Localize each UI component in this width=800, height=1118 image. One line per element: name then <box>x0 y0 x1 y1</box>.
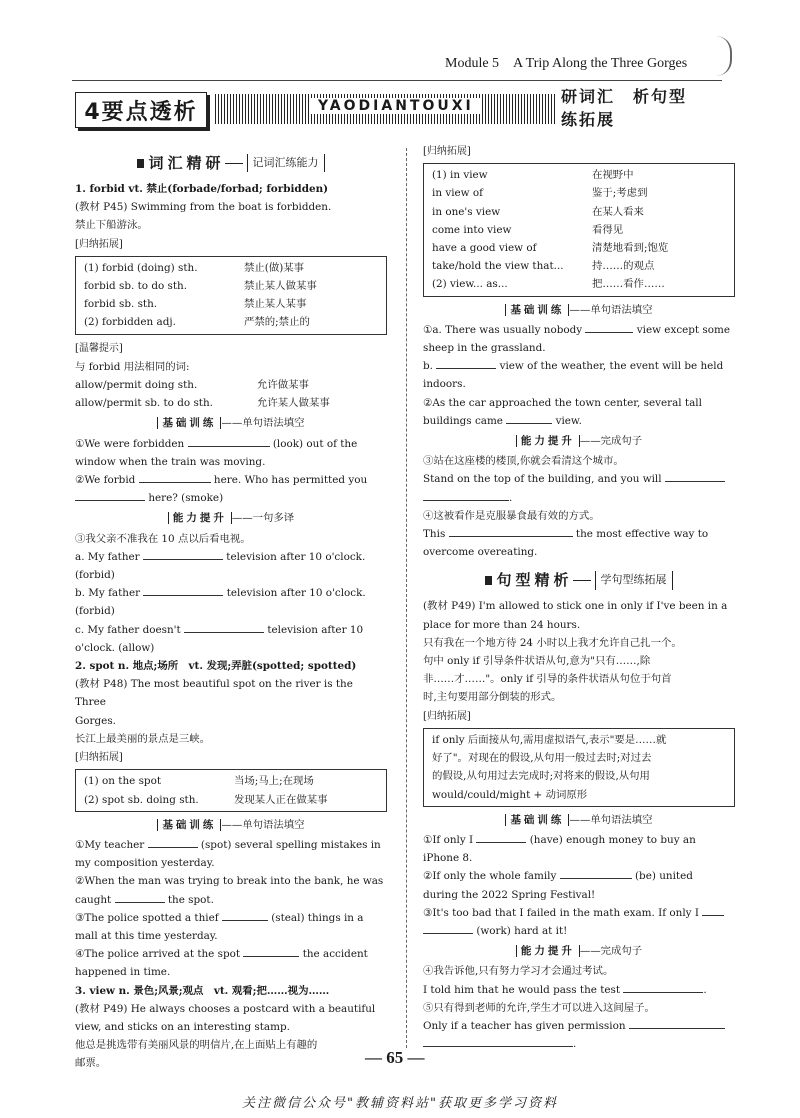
section-banner <box>75 87 715 129</box>
module-title: Module 5 A Trip Along the Three Gorges <box>445 56 688 71</box>
answer-blank[interactable] <box>222 910 268 921</box>
answer-blank[interactable] <box>143 585 223 596</box>
right-column: [ 归纳拓展 ] (1) in view 在视野中 in view of 鉴于;考虑到 in one's view 在某人看来 come into view 看得见 have a good view of 清楚地看到;饱览 take/hold the view that... 持……的观点 (2) view... as... 把……看作…… 基础训练 ——单句语法填空 ①a. There was usually nobody view except some sheep in the grassland. b. view of the weather, the event will be held indoors. ②As the car approached the town center, several tall buildings came view. 能力提升 ——完成句子 ③站在这座楼的楼顶,你就会看清这个城市。 Stand on the top of the building, and you will . ④这被看作是克服暴食最有效的方式。 This the most effective way to overcome overeating. 句型精析 学句型练拓展 (教材 P49) I'm allowed to stick one in only if I've been in a place for more than 24 hours. 只有我在一个地方待 24 小时以上我才允许自己扎一个。 句中 only if 引导条件状语从句,意为"只有……,除 非……才……"。only if 引导的条件状语从句位于句首 时,主句要用部分倒装的形式。 [ 归纳拓展 ] if only 后面接从句,需用虚拟语气,表示"要是……就 好了"。对现在的假设,从句用一般过去时;对过去 的假设,从句用过去完成时;对将来的假设,从句用 would/could/might + 动词原形 基础训练 ——单句语法填空 ①If only I (have) enough money to buy an iPhone 8. ②If only the whole family (be) united during the 2022 Spring Festival! ③It's too bad that I failed in the math exam. If only I (work) hard at it! 能力提升 ——完成句子 ④我告诉他,只有努力学习才会通过考试。 I told him that he would pass the test . ⑤只有得到老师的允许,学生才可以进入这间屋子。 Only if a teacher has given permission . <box>423 142 735 1053</box>
tag-guina: [ 归纳拓展 ] <box>75 236 123 254</box>
answer-blank[interactable] <box>243 946 299 957</box>
table-row: have a good view of 清楚地看到;饱览 <box>432 242 669 255</box>
drill-ability: 能力提升 ——一句多译 <box>75 509 387 527</box>
bullet-icon <box>485 576 492 585</box>
forbid-example: (教材 P45) Swimming from the boat is forbidden. <box>75 201 332 214</box>
banner-stripes <box>215 94 555 124</box>
tag-guina: [ 归纳拓展 ] <box>423 143 471 161</box>
answer-blank[interactable] <box>476 832 526 843</box>
tip-text: 与 forbid 用法相同的词: <box>75 360 190 373</box>
vocab-subtitle: 记词汇练能力 <box>247 154 325 172</box>
answer-blank[interactable] <box>423 490 509 501</box>
answer-blank[interactable] <box>506 413 552 424</box>
answer-blank[interactable] <box>75 490 145 501</box>
table-row: (2) view... as... 把……看作…… <box>432 278 665 291</box>
spot-heading: 2. spot n. 地点;场所 vt. 发现;弄脏(spotted; spotted) <box>75 660 357 673</box>
banner-pinyin: YAODIANTOUXI <box>310 98 482 114</box>
table-row: forbid sb. sth. 禁止某人某事 <box>84 298 307 311</box>
banner-subtitle: 研词汇 析句型 练拓展 <box>561 87 706 129</box>
page-number: — 65 — <box>365 1048 425 1067</box>
answer-blank[interactable] <box>115 892 165 903</box>
answer-blank[interactable] <box>449 526 573 537</box>
answer-blank[interactable] <box>143 549 223 560</box>
drill-basic: 基础训练 ——单句语法填空 <box>75 816 387 834</box>
banner-title: 4要点透析 <box>75 92 207 128</box>
table-row: in view of 鉴于;考虑到 <box>432 187 648 200</box>
vocab-section-title <box>75 152 387 174</box>
tag-guina: [ 归纳拓展 ] <box>423 708 471 726</box>
table-row: (1) on the spot 当场;马上;在现场 <box>84 775 314 788</box>
answer-blank[interactable] <box>665 471 725 482</box>
forbid-heading: 1. forbid vt. 禁止(forbade/forbad; forbidden) <box>75 183 329 195</box>
table-row: (1) forbid (doing) sth. 禁止(做)某事 <box>84 261 305 274</box>
tag-wenxin: [ 温馨提示 ] <box>75 340 123 358</box>
answer-blank[interactable] <box>585 322 633 333</box>
table-row: (2) spot sb. doing sth. 发现某人正在做某事 <box>84 793 328 806</box>
table-row: in one's view 在某人看来 <box>432 205 644 218</box>
sentence-section-title <box>423 569 735 591</box>
answer-blank[interactable] <box>188 436 270 447</box>
footer-note: 关注微信公众号"教辅资料站"获取更多学习资料 <box>242 1096 558 1111</box>
dash-line <box>573 580 591 581</box>
view-heading: 3. view n. 景色;风景;观点 vt. 观看;把……视为…… <box>75 984 330 997</box>
answer-blank[interactable] <box>423 923 473 934</box>
column-divider <box>406 148 407 1048</box>
tip-row: allow/permit doing sth. 允许做某事 <box>75 379 309 392</box>
answer-blank[interactable] <box>184 622 264 633</box>
drill-basic: 基础训练 ——单句语法填空 <box>423 811 735 829</box>
tag-guina: [ 归纳拓展 ] <box>75 749 123 767</box>
drill-ability: 能力提升 ——完成句子 <box>423 432 735 450</box>
table-row: (2) forbidden adj. 严禁的;禁止的 <box>84 316 310 329</box>
vocab-title: 词汇精研 <box>148 153 225 172</box>
drill-basic: 基础训练 ——单句语法填空 <box>423 301 735 319</box>
view-table <box>423 163 735 296</box>
forbid-table <box>75 256 387 335</box>
answer-blank[interactable] <box>148 837 198 848</box>
drill-basic: 基础训练 ——单句语法填空 <box>75 414 387 432</box>
answer-blank[interactable] <box>139 472 211 483</box>
sentence-subtitle: 学句型练拓展 <box>595 571 673 589</box>
tip-row: allow/permit sb. to do sth. 允许某人做某事 <box>75 397 330 410</box>
left-column: 词汇精研 记词汇练能力 1. forbid vt. 禁止(forbade/forbad; forbidden) (教材 P45) Swimming from the boat is forbidden. 禁止下船游泳。 [ 归纳拓展 ] (1) forbid (doing) sth. 禁止(做)某事 forbid sb. to do sth. 禁止某人做某事 forbid sb. sth. 禁止某人某事 (2) forbidden adj. 严禁的;禁止的 [ 温馨提示 ] 与 forbid 用法相同的词: allow/permit doing sth. 允许做某事 allow/permit sb. to do sth. 允许某人做某事 基础训练 ——单句语法填空 ①We were forbidden (look) out of the window when the train was moving. ②We forbid here. Who has permitted you here? (smoke) 能力提升 ——一句多译 ③我父亲不准我在 10 点以后看电视。 a. My father television after 10 o'clock. (forbid) b. My father television after 10 o'clock. (forbid) c. My father doesn't television after 10 o'clock. (allow) 2. spot n. 地点;场所 vt. 发现;弄脏(spotted; spotted) (教材 P48) The most beautiful spot on the river is the Three Gorges. 长江上最美丽的景点是三峡。 [ 归纳拓展 ] (1) on the spot 当场;马上;在现场 (2) spot sb. doing sth. 发现某人正在做某事 基础训练 ——单句语法填空 ①My teacher (spot) several spelling mistakes in my composition yesterday. ②When the man was trying to break into the bank, he was caught the spot. ③The police spotted a thief (steal) things in a mall at this time yesterday. ④The police arrived at the spot the accident happened in time. 3. view n. 景色;风景;观点 vt. 观看;把……视为…… (教材 P49) He always chooses a postcard with a beautiful view, and sticks on an interesting stamp. 他总是挑选带有美丽风景的明信片,在上面贴上有趣的 邮票。 <box>75 150 387 1073</box>
table-row: (1) in view 在视野中 <box>432 169 634 182</box>
answer-blank[interactable] <box>436 358 496 369</box>
table-row: forbid sb. to do sth. 禁止某人做某事 <box>84 280 317 293</box>
bullet-icon <box>137 159 144 168</box>
answer-blank[interactable] <box>560 868 632 879</box>
answer-blank[interactable] <box>623 982 703 993</box>
drill-ability: 能力提升 ——完成句子 <box>423 942 735 960</box>
spot-table <box>75 769 387 811</box>
dash-line <box>225 163 243 164</box>
answer-blank[interactable] <box>423 1036 573 1047</box>
answer-blank[interactable] <box>629 1018 725 1029</box>
if-only-box: if only 后面接从句,需用虚拟语气,表示"要是……就 好了"。对现在的假设,从句用一般过去时;对过去 的假设,从句用过去完成时;对将来的假设,从句用 would/could/might + 动词原形 <box>423 728 735 807</box>
sentence-title: 句型精析 <box>496 571 573 590</box>
forbid-example-cn: 禁止下船游泳。 <box>75 219 148 232</box>
table-row: come into view 看得见 <box>432 223 624 236</box>
page-curl-decoration <box>716 36 732 76</box>
header-rule <box>72 80 722 81</box>
answer-blank[interactable] <box>702 905 724 916</box>
table-row: take/hold the view that... 持……的观点 <box>432 260 655 273</box>
